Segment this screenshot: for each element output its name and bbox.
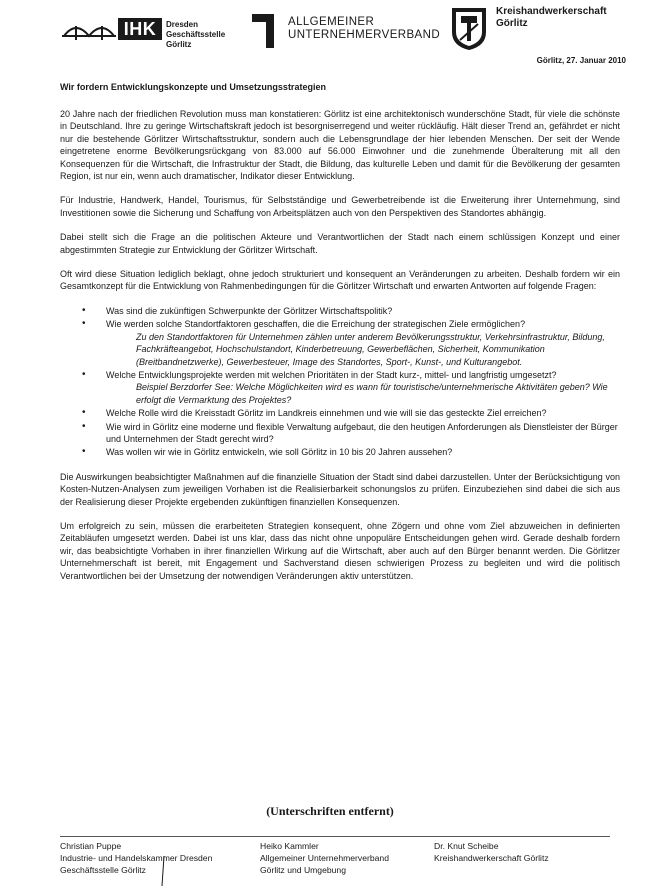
ihk-city: Dresden <box>166 20 199 29</box>
ihk-logo-mark: IHK <box>118 18 162 40</box>
khw-name <box>496 6 607 30</box>
signatures-removed-note: (Unterschriften entfernt) <box>266 804 394 818</box>
signatory-name: Dr. Knut Scheibe <box>434 841 499 851</box>
paragraph-2: Für Industrie, Handwerk, Handel, Tourismus, für Selbstständige und Gewerbetreibende ist die Erweiterung ihrer Unternehmung, sind Investitionen sowie die Sicherung und Schaffung von Arbeitsplätzen auch von den Perspektiven des Standortes abhängig. <box>60 195 620 218</box>
question-3: Welche Entwicklungsprojekte werden mit welchen Prioritäten in der Stadt kurz-, mittel- und langfristig umgesetzt? <box>106 369 557 380</box>
list-item <box>106 305 620 317</box>
question-4: Welche Rolle wird die Kreisstadt Görlitz im Landkreis einnehmen und wie will sie das gesteckte Ziel erreichen? <box>106 408 547 419</box>
paragraph-6: Um erfolgreich zu sein, müssen die erarbeiteten Strategien konsequent, ohne Zögern und ohne vom Ziel abzuweichen in definierten Zeitabläufen umgesetzt werden. Dabei ist uns klar, dass das nicht ohne unpopuläre Entscheidungen gehen wird. Gerade deshalb fordern wir, das beabsichtigte Vorhaben in ihrer finanziellen Wirkung auf die Wirtschaft, aber auch auf den Bürger benannt werden. Die Görlitzer Unternehmerschaft ist bereit, mit Engagement und Sachverstand diesen schwierigen Prozess zu begleiten und wird die politisch Verantwortlichen bei der Umsetzung der notwendigen Veränderungen aktiv unterstützen. <box>60 520 620 581</box>
question-list <box>60 305 620 459</box>
list-item <box>106 407 620 419</box>
ihk-office: Geschäftsstelle Görlitz <box>166 30 226 49</box>
khw-logo <box>448 4 648 52</box>
paragraph-1: 20 Jahre nach der friedlichen Revolution muss man konstatieren: Görlitz ist eine architektonisch wunderschöne Stadt, für viele die schönste in Deutschland. Ihre zu geringe Wirtschaftskraft jedoch ist besorgniserregend und weiter rückläufig. Hält dieser Trend an, gefährdet er nicht nur die bestehende Görlitzer Wirtschaftsstruktur, sondern auch die Lebensgrundlage der hier lebenden Menschen. Der seit der Wende eingetretene enorme Bevölkerungsrückgang von 83.000 auf 56.000 Einwohner und die zunehmende Überalterung mit all den Konsequenzen für die Wirtschaft, die Infrastruktur der Stadt, die Bildung, das kulturelle Leben und damit für die Bevölkerung der gesamten Region, ist nur ein, wenn auch dramatischer, Indikator dieser Entwicklung. <box>60 109 620 182</box>
signatory-1 <box>60 840 212 877</box>
letter-title: Wir fordern Entwicklungskonzepte und Umsetzungsstrategien <box>60 82 326 92</box>
letter-body <box>60 108 620 594</box>
question-3-note: Beispiel Berzdorfer See: Welche Möglichkeiten wird es wann für touristische/unternehmerische Aktivitäten geben? Wie erfolgt die Vermarktung des Projektes? <box>136 382 608 405</box>
list-item <box>106 369 620 406</box>
ihk-logo <box>62 16 232 49</box>
paragraph-4: Oft wird diese Situation lediglich beklagt, ohne jedoch strukturiert und konsequent an Veränderungen zu arbeiten. Deshalb fordern wir ein Gesamtkonzept für die Entwicklung von Rahmenbedingungen für die Görlitzer Wirtschaft und erwarten Antworten auf folgende Fragen: <box>60 269 620 292</box>
signatory-name: Christian Puppe <box>60 841 122 851</box>
signatory-org: Industrie- und Handelskammer Dresden <box>60 853 213 864</box>
question-2-note: Zu den Standortfaktoren für Unternehmen zählen unter anderem Bevölkerungsstruktur, Verkehrsinfrastruktur, Bildung, Fachkräfteangebot, Hochschulstandort, Kinderbetreuung, Gewerbeflächen, Sicherheit, Kommunikation (Breitbandnetzwerke), Gewerbesteuer, Image des Standortes, Sport-, Kunst-, und Kulturangebot. <box>136 331 605 367</box>
auv-line2: UNTERNEHMERVERBAND <box>288 29 441 41</box>
list-item <box>106 421 620 446</box>
question-5: Wie wird in Görlitz eine moderne und flexible Verwaltung aufgebaut, die den heutigen Anforderungen als Dienstleister der Bürger und Unternehmen der Stadt gerecht wird? <box>106 421 618 444</box>
signatory-org: Kreishandwerkerschaft Görlitz <box>434 853 549 864</box>
list-item <box>106 318 620 368</box>
auv-name <box>288 16 440 42</box>
khw-line1: Kreishandwerkerschaft <box>496 6 607 17</box>
signatory-org-sub: Görlitz und Umgebung <box>260 865 346 876</box>
signature-divider <box>60 836 610 837</box>
signatory-name: Heiko Kammler <box>260 841 319 851</box>
ihk-name <box>166 20 246 50</box>
paragraph-5: Die Auswirkungen beabsichtigter Maßnahmen auf die finanzielle Situation der Stadt sind dabei darzustellen. Unter der Berücksichtigung von Kosten-Nutzen-Analysen zum jeweiligen Vorhaben ist die Realisierbarkeit schonungslos zu prüfen. Einzubeziehen sind dabei die sich aus der Realisierung dieser Projekte ergebenden zukünftigen finanziellen Konsequenzen. <box>60 471 620 507</box>
list-item <box>106 446 620 458</box>
signatory-3 <box>434 840 549 864</box>
question-6: Was wollen wir wie in Görlitz entwickeln, wie soll Görlitz in 10 bis 20 Jahren aussehen? <box>106 447 453 458</box>
auv-mark-icon <box>252 14 274 48</box>
guild-seal-icon <box>448 4 490 52</box>
paragraph-3: Dabei stellt sich die Frage an die politischen Akteure und Verantwortlichen der Stadt nach einem schlüssigen Konzept und einer abgestimmten Strategie zur Entwicklung der Görlitzer Wirtschaft. <box>60 232 620 255</box>
signatory-org: Allgemeiner Unternehmerverband <box>260 853 389 864</box>
auv-line1: ALLGEMEINER <box>288 16 375 28</box>
signatory-2 <box>260 840 389 877</box>
bridge-icon <box>62 18 116 42</box>
question-2: Wie werden solche Standortfaktoren geschaffen, die die Erreichung der strategischen Ziele ermöglichen? <box>106 319 526 330</box>
pen-stroke-mark <box>160 856 166 886</box>
khw-line2: Görlitz <box>496 18 528 29</box>
signatory-org-sub: Geschäftsstelle Görlitz <box>60 865 146 876</box>
auv-logo <box>252 14 441 48</box>
letter-date: Görlitz, 27. Januar 2010 <box>536 56 626 65</box>
question-1: Was sind die zukünftigen Schwerpunkte der Görlitzer Wirtschaftspolitik? <box>106 305 393 316</box>
